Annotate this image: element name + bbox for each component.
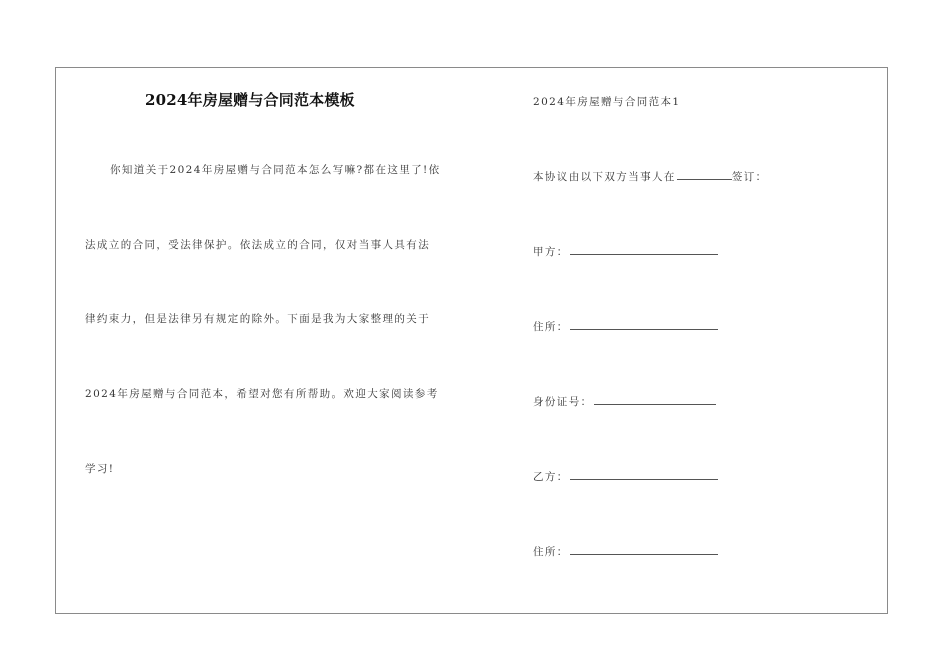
signing-place-blank <box>677 168 732 180</box>
id-number-field <box>533 393 716 409</box>
party-b-field <box>533 468 718 484</box>
party-b-address-field <box>533 543 718 559</box>
party-a-address-label: 住所： <box>533 321 569 333</box>
paragraph-line-2: 法成立的合同，受法律保护。依法成立的合同，仅对当事人具有法 <box>85 239 431 251</box>
agreement-intro-prefix: 本协议由以下双方当事人在 <box>533 171 676 183</box>
party-b-address-label: 住所： <box>533 546 569 558</box>
party-a-address-blank <box>570 318 718 330</box>
party-a-blank <box>570 243 718 255</box>
paragraph-line-4: 2024年房屋赠与合同范本，希望对您有所帮助。欢迎大家阅读参考 <box>85 388 439 400</box>
party-b-address-blank <box>570 543 718 555</box>
party-b-blank <box>570 468 718 480</box>
paragraph-line-3: 律约束力，但是法律另有规定的除外。下面是我为大家整理的关于 <box>85 313 431 325</box>
contract-heading: 2024年房屋赠与合同范本1 <box>533 96 681 108</box>
party-a-address-field <box>533 318 718 334</box>
paragraph-line-1: 你知道关于2024年房屋赠与合同范本怎么写嘛?都在这里了!依 <box>110 164 441 176</box>
party-a-label: 甲方： <box>533 246 569 258</box>
paragraph-line-5: 学习! <box>85 463 115 475</box>
party-a-field <box>533 243 718 259</box>
party-b-label: 乙方： <box>533 471 569 483</box>
id-number-label: 身份证号： <box>533 396 593 408</box>
agreement-intro <box>533 168 768 184</box>
document-title: 2024年房屋赠与合同范本模板 <box>145 91 355 109</box>
page-frame <box>55 67 888 614</box>
agreement-intro-suffix: 签订： <box>731 171 768 183</box>
id-number-blank <box>594 393 716 405</box>
